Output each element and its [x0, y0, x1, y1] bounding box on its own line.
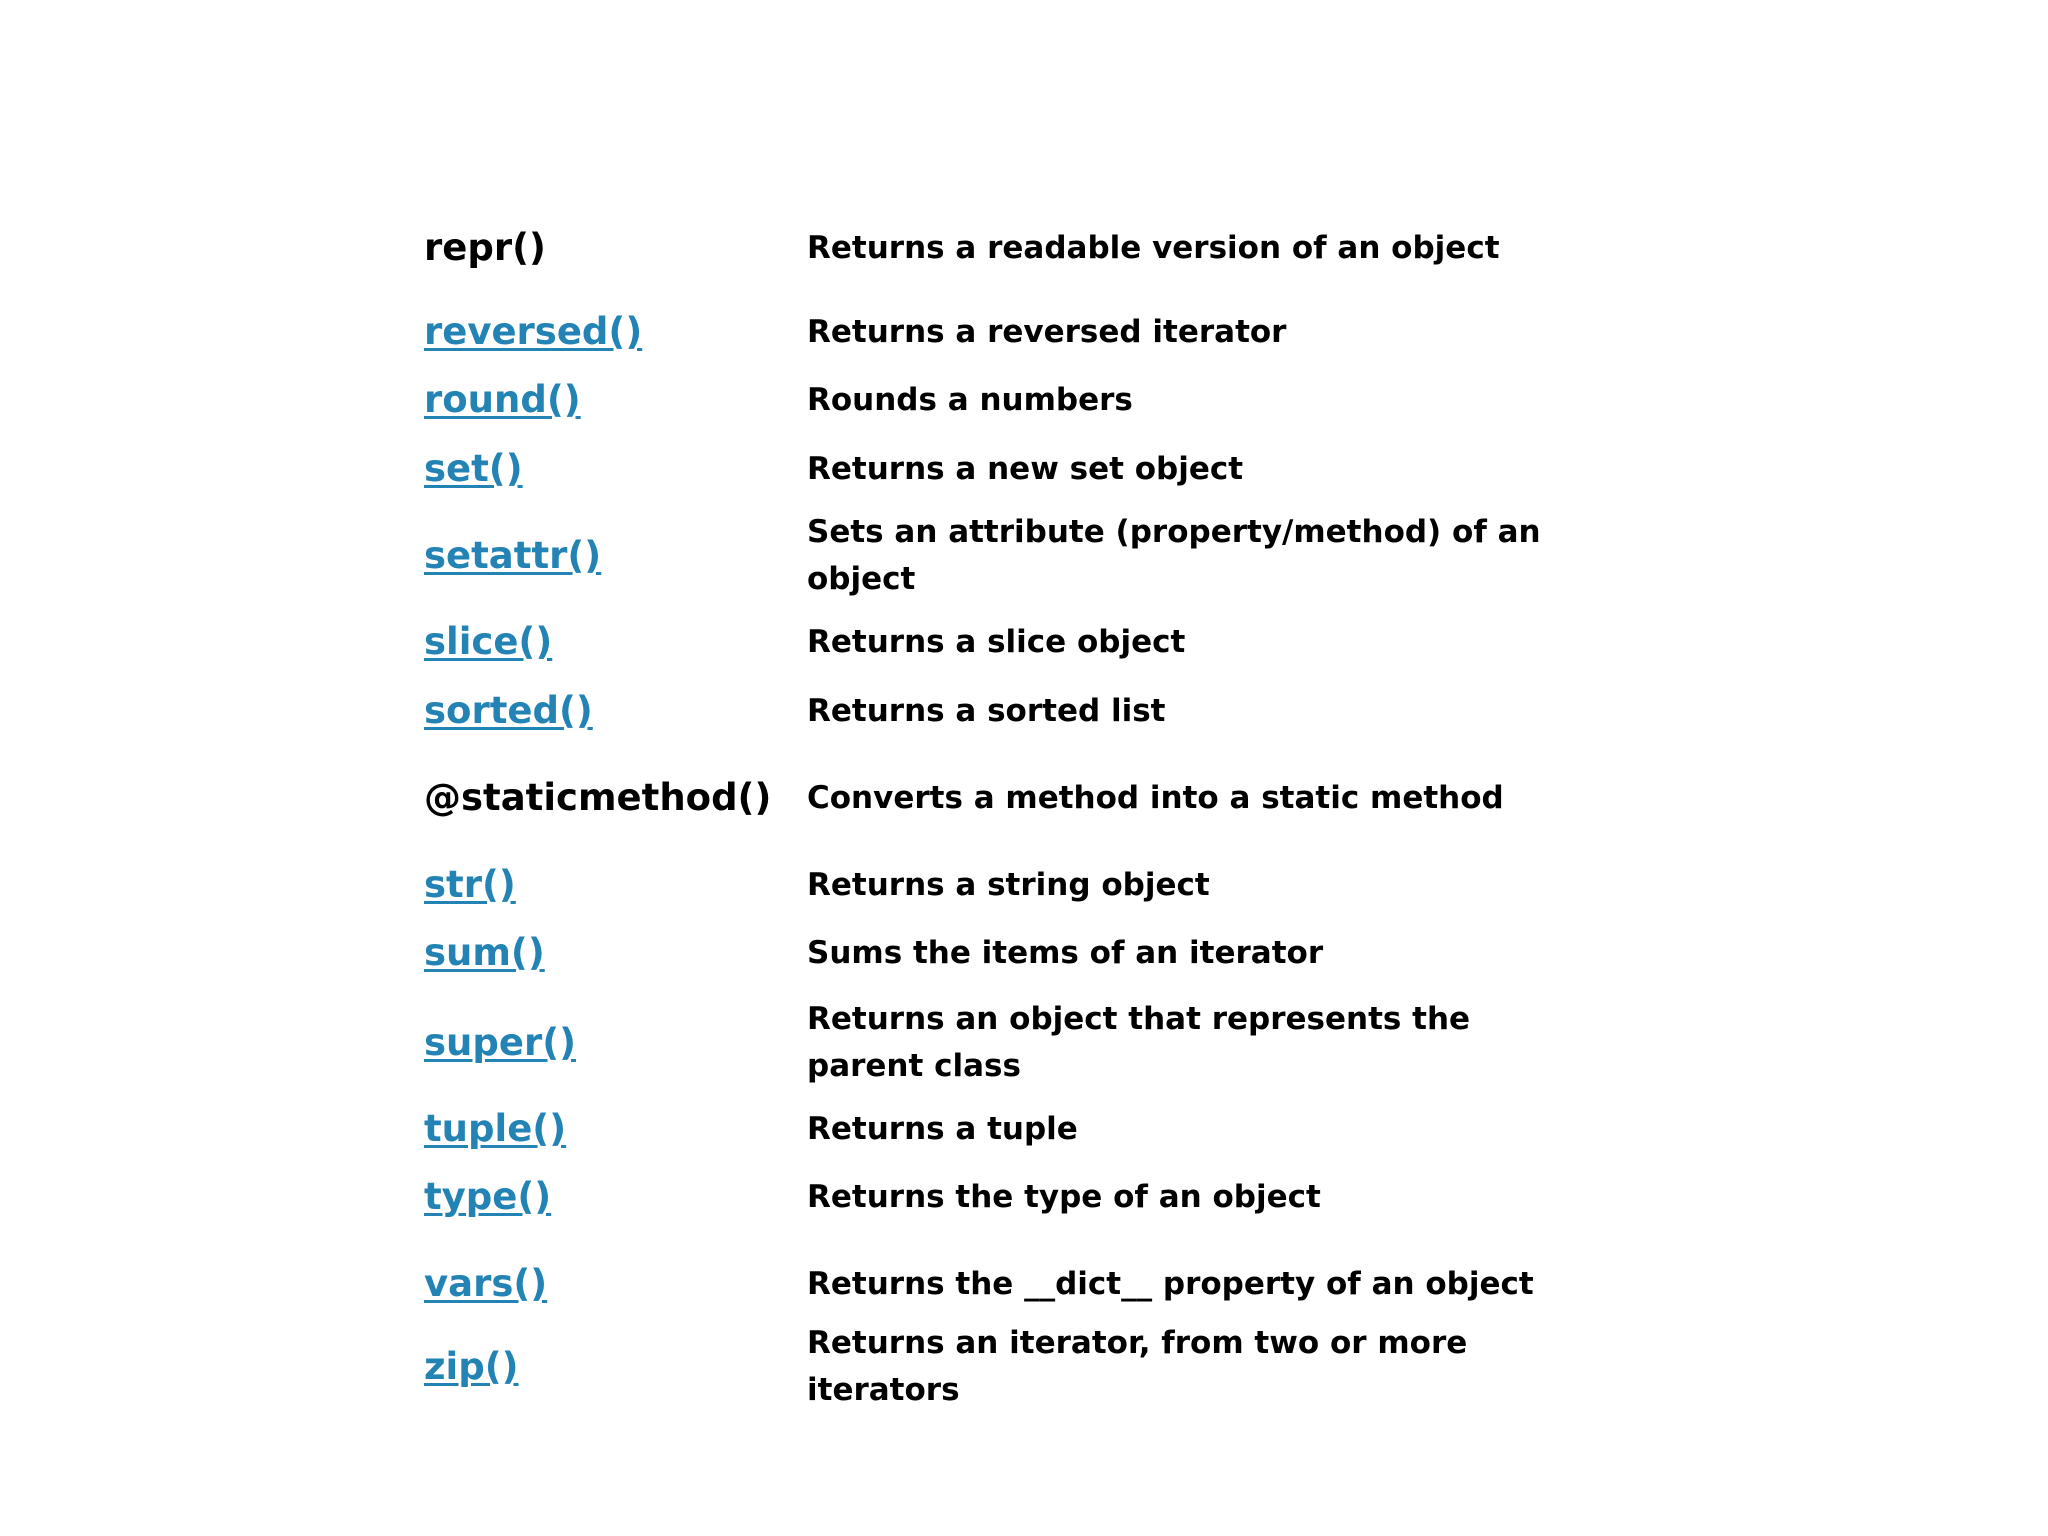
function-link-super[interactable]: super(): [424, 1020, 577, 1064]
function-description: Returns the type of an object: [807, 1178, 1321, 1215]
function-link-round[interactable]: round(): [424, 377, 581, 421]
function-description: Returns a sorted list: [807, 692, 1166, 729]
function-link-set[interactable]: set(): [424, 446, 523, 490]
function-link-setattr[interactable]: setattr(): [424, 533, 602, 577]
table-row-zip: [424, 1319, 1584, 1415]
table-row-super: [424, 995, 1584, 1091]
function-description: Returns a slice object: [807, 623, 1186, 660]
function-description: Returns a readable version of an object: [807, 229, 1500, 266]
function-description: Returns an iterator, from two or more iterators: [807, 1325, 1468, 1408]
function-description: Returns a string object: [807, 866, 1210, 903]
table-row-type: [424, 1173, 1584, 1221]
table-row-setattr: [424, 508, 1584, 604]
function-link-sum[interactable]: sum(): [424, 930, 545, 974]
function-description: Sets an attribute (property/method) of an object: [807, 514, 1541, 597]
table-row-sorted: [424, 687, 1584, 735]
table-row-slice: [424, 618, 1584, 666]
table-row-str: [424, 861, 1584, 909]
function-description: Returns a new set object: [807, 450, 1244, 487]
function-link-zip[interactable]: zip(): [424, 1344, 519, 1388]
table-row-repr: [424, 224, 1584, 272]
function-link-slice[interactable]: slice(): [424, 619, 553, 663]
function-description: Sums the items of an iterator: [807, 934, 1324, 971]
function-link-reversed[interactable]: reversed(): [424, 309, 643, 353]
function-description: Returns a tuple: [807, 1110, 1078, 1147]
function-link-tuple[interactable]: tuple(): [424, 1106, 567, 1150]
table-row-staticmethod: [424, 774, 1584, 822]
function-name-staticmethod: @staticmethod(): [424, 775, 772, 819]
table-row-round: [424, 376, 1584, 424]
table-row-vars: [424, 1260, 1584, 1308]
function-link-vars[interactable]: vars(): [424, 1261, 548, 1305]
function-description: Converts a method into a static method: [807, 779, 1504, 816]
function-name-repr: repr(): [424, 225, 546, 269]
function-link-type[interactable]: type(): [424, 1174, 552, 1218]
table-row-set: [424, 445, 1584, 493]
table-row-sum: [424, 929, 1584, 977]
function-description: Returns the __dict__ property of an object: [807, 1265, 1534, 1302]
function-description: Rounds a numbers: [807, 381, 1133, 418]
function-description: Returns a reversed iterator: [807, 313, 1287, 350]
function-description: Returns an object that represents the parent class: [807, 1001, 1471, 1084]
function-link-sorted[interactable]: sorted(): [424, 688, 593, 732]
table-row-tuple: [424, 1105, 1584, 1153]
function-link-str[interactable]: str(): [424, 862, 516, 906]
table-row-reversed: [424, 308, 1584, 356]
